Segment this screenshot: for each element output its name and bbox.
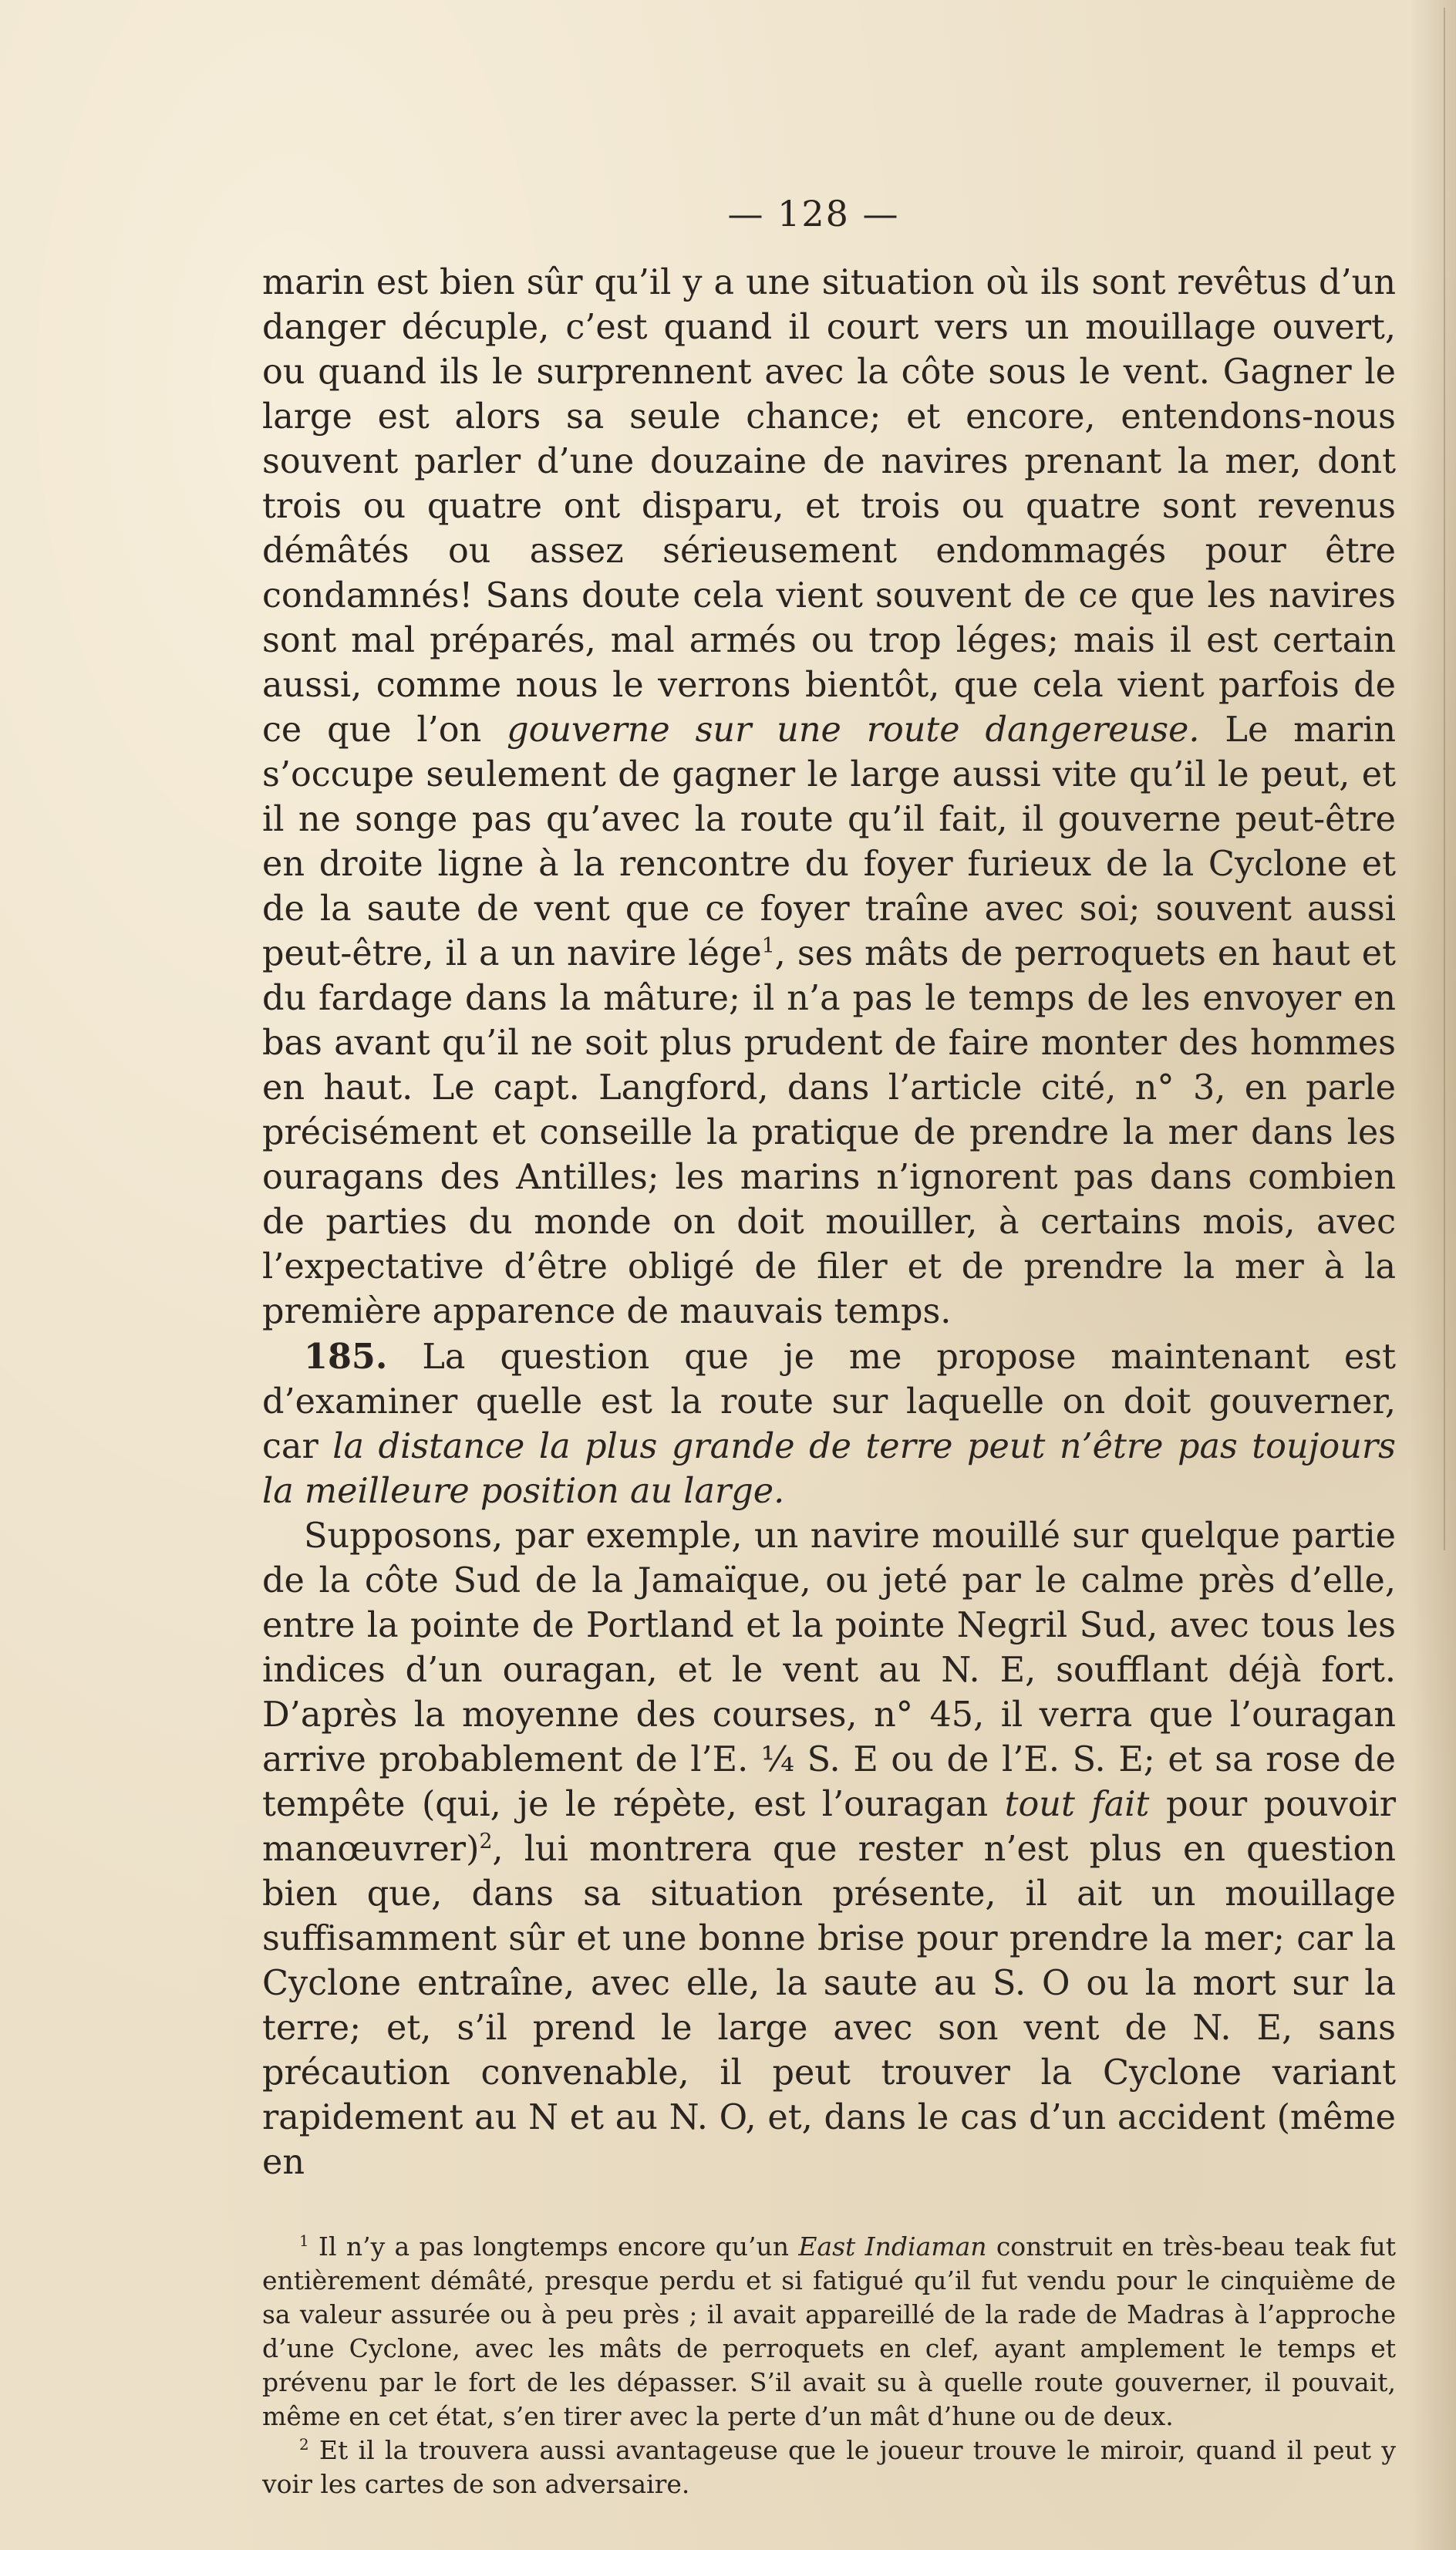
section-number: 185. bbox=[304, 1337, 388, 1377]
body-text bbox=[262, 261, 1396, 2185]
footnote-2-mark: 2 bbox=[299, 2436, 309, 2454]
footnote-2 bbox=[262, 2434, 1396, 2501]
italic-phrase: gouverne sur une bbox=[507, 710, 841, 750]
paragraph-3-italic: tout fait bbox=[1004, 1785, 1150, 1824]
footnote-1-text-a: Il n’y a pas longtemps encore qu’un bbox=[318, 2231, 790, 2262]
footnote-1 bbox=[262, 2230, 1396, 2434]
paragraph-1-text-c: , ses mâts de perroquets en haut et du fardage dans la mâture; il n’a pas le temps de les envoyer en bas avant qu’il ne soit plus prudent de faire monter des hommes en haut. Le capt. Langford, dans l’article cité, n° 3, en parle précisément et conseille la pratique de prendre la mer dans les ouragans des Antilles; les marins n’ignorent pas dans combien de parties du monde on doit mouiller, à certains mois, avec l’expectative d’être obligé de filer et de prendre la mer à la première apparence de mauvais temps. bbox=[262, 934, 1397, 1331]
paragraph-1-text: marin est bien sûr qu’il y a une situation où ils sont revêtus d’un danger décuple, c’est quand il court vers un mouillage ouvert, ou quand ils le surprennent avec la côte sous le vent. Gagner le large est alors sa seule chance; et encore, entendons-nous souvent parler d’une douzaine de navires prenant la mer, dont trois ou quatre ont disparu, et trois ou quatre sont revenus démâtés ou assez sérieusement endommagés pour être condamnés! Sans doute cela vient souvent de ce que les navires sont mal préparés, mal armés ou trop léges; mais il est certain aussi, comme nous le verrons bientôt, que cela vient parfois de ce que l’on bbox=[262, 263, 1396, 750]
footnotes bbox=[262, 2230, 1396, 2501]
page-edge bbox=[1444, 8, 1445, 1550]
paragraph-185 bbox=[262, 1334, 1396, 1514]
footnote-1-italic: East Indiaman bbox=[798, 2231, 987, 2262]
footnote-2-text: Et il la trouvera aussi avantageuse que le joueur trouve le miroir, quand il peut y voir les cartes de son adversaire. bbox=[262, 2435, 1396, 2499]
footnote-1-mark: 1 bbox=[299, 2232, 309, 2250]
paragraph-3-text-a: Supposons, par exemple, un navire mouillé sur quelque partie de la côte Sud de la Jamaïque, ou jeté par le calme près d’elle, entre la pointe de Portland et la pointe Negril Sud, avec tous les indices d’un ouragan, et le vent au N. E, soufflant déjà fort. D’après la moyenne des courses, n° 45, il verra que l’ouragan arrive probablement de l’E. ¼ S. E ou de l’E. S. E; et sa rose de tempête (qui, je le répète, est l’ouragan bbox=[262, 1516, 1396, 1824]
footnote-ref-2: 2 bbox=[479, 1830, 493, 1854]
paragraph-3-text-c: , lui montrera que rester n’est plus en question bien que, dans sa situation présente, il ait un mouillage suffisamment sûr et une bonne brise pour prendre la mer; car la Cyclone entraîne, avec elle, la saute au S. O ou la mort sur la terre; et, s’il prend le large avec son vent de N. E, sans précaution convenable, il peut trouver la Cyclone variant rapidement au N et au N. O, et, dans le cas d’un accident (même en bbox=[262, 1830, 1396, 2182]
book-page bbox=[262, 193, 1396, 2501]
page-number: — 128 — bbox=[727, 193, 900, 234]
section-text: La question que je me propose maintenant est d’examiner quelle est la route sur laquelle on doit gouverner, car bbox=[262, 1337, 1396, 1466]
paragraph-3-text-b: pour pouvoir manœuvrer) bbox=[262, 1785, 1397, 1869]
footnote-ref-1: 1 bbox=[761, 934, 775, 959]
paragraph-1-text-b: Le marin s’occupe seulement de gagner le large aussi vite qu’il le peut, et il ne songe pas qu’avec la route qu’il fait, il gouverne peut-être en droite ligne à la rencontre du foyer furieux de la Cyclone et de la saute de vent que ce foyer traîne avec soi; souvent aussi peut-être, il a un navire lége bbox=[262, 710, 1396, 973]
italic-phrase-cont: route dangereuse. bbox=[866, 710, 1200, 750]
paragraph-1 bbox=[262, 261, 1396, 1334]
section-italic: la distance la plus grande de terre peut n’être pas toujours la meilleure position au large. bbox=[262, 1427, 1396, 1511]
page-gutter-shadow bbox=[1410, 0, 1456, 2550]
footnote-1-text-b: construit en très-beau teak fut entièrement démâté, presque perdu et si fatigué qu’il fut vendu pour le cinquième de sa valeur assurée ou à peu près ; il avait appareillé de la rade de Madras à l’approche d’une Cyclone, avec les mâts de perroquets en clef, ayant amplement le temps et prévenu par le fort de les dépasser. S’il avait su à quelle route gouverner, il pouvait, même en cet état, s’en tirer avec la perte d’un mât d’hune ou de deux. bbox=[262, 2231, 1396, 2431]
paragraph-3 bbox=[262, 1514, 1396, 2185]
